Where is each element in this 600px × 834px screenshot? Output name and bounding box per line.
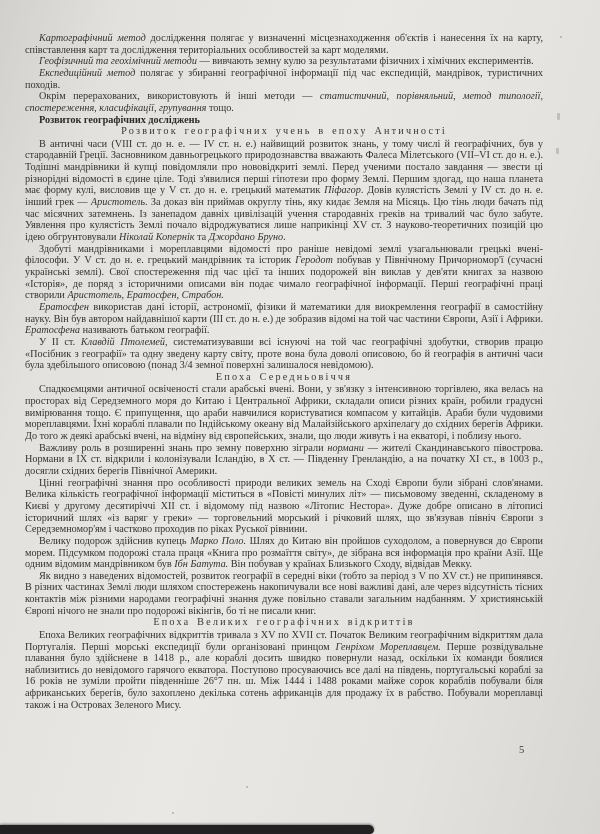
paragraph: Ератосфен використав дані історії, астрономії, фізики й математики для виокремлення географії в самостійну науку. Він був автором найдавнішої карти (III ст. до н. е.) де зобразив відомі на той час частини Європи, Азії і Африки. Ератосфена називають батьком географії.	[25, 301, 543, 337]
scan-speck	[246, 786, 248, 788]
paragraph: Як видно з наведених відомостей, розвиток географії в середні віки (тобто за період з V по XV ст.) не припинявся. В різних частинах Землі люди шляхом спостережень накопичували все нові важливі дані, але через відсутність тісних контактів між різними народами географічні знання дуже повільно ставали загальним надбанням. У християнській Європі нічого не знали про подорожі вікінгів, бо ті не писали книг.	[25, 570, 543, 617]
paragraph: Велику подорож здійснив купець Марко Поло. Шлях до Китаю він пройшов суходолом, а повернувся до Європи морем. Підсумком подорожі стала праця «Книга про розмаїття світу», де зібрана вся інформація про країни Азії. Ще одним відомим мандрівником був Ібн Батута. Він побував у країнах Близького Сходу, відвідав Мекку.	[25, 535, 544, 571]
page-number: 5	[519, 745, 525, 756]
pencil-mark	[557, 113, 560, 120]
scan-speck	[172, 812, 174, 814]
paragraph: Окрім перерахованих, використовують й інші методи — статистичний, порівняльний, метод типології, спостереження, класифікації, групування тощо.	[25, 91, 543, 114]
paragraph: Епоха Великих географічних відкриттів тривала з XV по XVII ст. Початок Великим географічним відкриттям дала Португалія. Перші морські експедиції були організовані принцом Генріхом Мореплавцем. Перше розвідувальне плавання було здійснене в 1418 р., але кораблі досить швидко повернули назад, оскільки їх команди боялися наблизитись до невідомого гарячого екватора. Поступово просуваючись все далі на південь, португальські кораблі за 16 років не зуміли пройти південніше 26°7 пн. ш. Між 1444 і 1488 роками майже сорок кораблів побували біля африканських берегів, було захоплено декілька сотень африканців для продажу їх в рабство. Побували мореплавці також і на Островах Зеленого Мису.	[25, 629, 543, 711]
paragraph: Важливу роль в розширенні знань про земну поверхню зіграли нормани — жителі Скандинавського півострова. Нормани в IX ст. відкрили і колонізували Ісландію, в X ст. — Південну Гренландію, а на початку XI ст., в 1003 р., досягли східних берегів Північної Америки.	[25, 442, 543, 477]
centered-heading: Епоха Середньовіччя	[215, 371, 353, 383]
pencil-mark	[556, 148, 559, 154]
section-heading: Розвиток географічних досліджень	[39, 114, 200, 126]
paragraph: Експедиційний метод полягає у збиранні географічної інформації під час експедицій, мандрівок, туристичних походів.	[25, 67, 543, 91]
centered-heading: Епоха Великих географічних відкриттів	[153, 617, 415, 629]
paragraph: Здобуті мандрівниками і мореплавцями відомості про раніше невідомі землі узагальнювали грецькі вчені-філософи. У V ст. до н. е. грецький мандрівник та історик Геродот побував у Північному Причорномор'ї (сучасні українські землі). Свої спостереження під час цієї та інших подорожей він виклав у дев'яти книгах за назвою «Історія», де поряд з історичними описами він подає чимало географічної інформації. Перші географічні праці створили Аристотель, Ератосфен, Страбон.	[25, 243, 543, 302]
centered-heading: Розвиток географічних учень в епоху Античності	[121, 126, 447, 138]
paragraph: Цінні географічні знання про особливості природи великих земель на Сході Європи були зібрані слов'янами. Велика кількість географічної інформації міститься в «Повісті минулих літ» — письмовому зведенні, складеному в Києві у другому десятиріччі XII ст. і відомому під назвою «Літопис Нестора». Дуже добре описано в літописі історичний шлях «із варяг у греки» — торговельний морський і річковий шлях, що зв'язував північ Європи з Середземномор'ям і частково проходив по ріках Руської рівнини.	[25, 477, 543, 536]
paragraph: В античні часи (VIII ст. до н. е. — IV ст. н. е.) найвищий розвиток знань, у тому числі й географічних, був у стародавній Греції. Засновником давньогрецького природознавства вважають Фалеса Мілетського (VII–VI ст. до н. е.). Тодішні мандрівники й купці повідомляли про нововідкриті землі. Перед ученими постало завдання — звести ці різнорідні відомості в єдине ціле. Тоді з'явилися перші гіпотези про форму Землі. Першим здогад, що наша планета має форму кулі, висловив ще у V ст. до н. е. грецький математик Піфагор. Довів кулястість Землі у IV ст. до н. е. інший грек — Аристотель. За доказ він приймав округлу тінь, яку кидає Земля на Місяць. Цю тінь люди бачать під час місячних затемнень. Із занепадом давніх цивілізацій учення стародавніх греків на тривалий час було забуте. Уявлення про кулястість Землі почало відроджуватися лише наприкінці XV ст. З науково-теоретичних позицій цю ідею обгрунтовували Ніколай Копернік та Джордано Бруно.	[25, 138, 543, 244]
page-text	[25, 33, 543, 711]
scan-speck	[560, 36, 562, 38]
paragraph: Геофізичний та геохімічний методи — вивчають земну кулю за результатами фізичних і хімічних експериментів.	[39, 56, 534, 68]
paragraph: Спадкоємцями античної освіченості стали арабські вчені. Вони, у зв'язку з інтенсивною торгівлею, яка велась на просторах від Середземного моря до Китаю і Центральної Африки, складали описи різних країн, робили градусні вимірювання тощо. Є припущення, що араби навчилися користуватися компасом у китайців. Араби були чудовими мореплавцями. Їхні кораблі плавали по Індійському океану від Малайзійського архіпелагу до східних берегів Африки. До того ж деякі арабські вчені, на відміну від європейських, знали, що люди живуть і на екваторі, і поблизу нього.	[25, 384, 543, 442]
scan-edge-shadow	[0, 825, 374, 834]
paragraph: У II ст. Клавдій Птолемей, систематизувавши всі існуючі на той час географічні здобутки, створив працю «Посібник з географії» та одну зведену карту світу, проте вона була доволі описовою, бо й географія в античні часи була здебільшого описовою (понад 3/4 земної поверхні залишалося невідомою).	[25, 336, 543, 372]
paragraph: Картографічний метод дослідження полягає у визначенні місцезнаходження об'єктів і нанесення їх на карту, співставлення карт та дослідження територіальних особливостей за карт моделями.	[25, 33, 543, 56]
